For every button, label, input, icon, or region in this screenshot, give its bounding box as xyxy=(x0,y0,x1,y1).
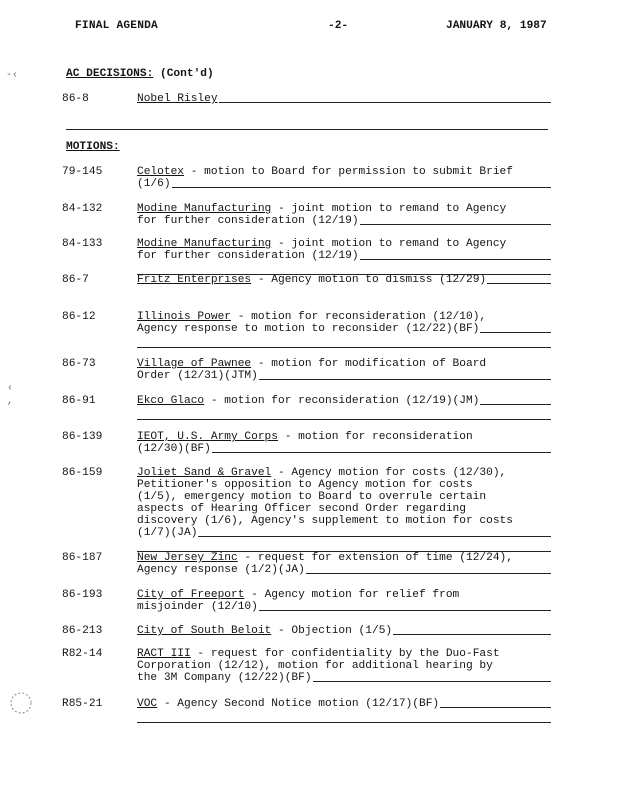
agenda-item xyxy=(137,274,551,286)
fill-line xyxy=(198,527,551,537)
agenda-item-line xyxy=(137,323,551,335)
case-number: 86-73 xyxy=(62,358,96,370)
agenda-item xyxy=(137,238,551,275)
fill-line xyxy=(487,274,551,284)
case-number: 86-91 xyxy=(62,395,96,407)
case-number: 79-145 xyxy=(62,166,103,178)
item-description: - motion for reconsideration (12/19)(JM) xyxy=(204,395,480,407)
agenda-item-line xyxy=(137,491,551,503)
agenda-item-line xyxy=(137,93,551,105)
agenda-item-line xyxy=(137,203,551,215)
case-name: VOC xyxy=(137,698,158,710)
item-description: - motion to Board for permission to submit Brief xyxy=(184,166,513,178)
agenda-item-line xyxy=(137,503,551,515)
item-description: (1/7)(JA) xyxy=(137,527,198,539)
motions-title: MOTIONS: xyxy=(66,141,120,153)
case-name: Village of Pawnee xyxy=(137,358,252,370)
item-description: - motion for modification of Board xyxy=(251,358,487,370)
punch-hole-mark xyxy=(8,690,34,716)
case-name: City of South Beloit xyxy=(137,625,272,637)
item-description: - joint motion to remand to Agency xyxy=(271,238,507,250)
item-description: Petitioner's opposition to Agency motion for costs xyxy=(137,479,473,491)
case-number: 86-193 xyxy=(62,589,103,601)
item-description: for further consideration (12/19) xyxy=(137,250,359,262)
agenda-item xyxy=(137,203,551,227)
case-name: Ekco Glaco xyxy=(137,395,205,407)
case-number: 86-159 xyxy=(62,467,103,479)
case-number: 84-133 xyxy=(62,238,103,250)
case-number: R85-21 xyxy=(62,698,103,710)
motions-heading xyxy=(66,141,120,153)
agenda-item-line xyxy=(137,698,551,710)
item-description: - Objection (1/5) xyxy=(271,625,393,637)
case-name: Fritz Enterprises xyxy=(137,274,252,286)
blank-rule-line xyxy=(137,407,551,420)
agenda-item xyxy=(137,589,551,613)
agenda-item-line xyxy=(137,515,551,527)
item-description: - Agency motion for costs (12/30), xyxy=(271,467,507,479)
fill-line xyxy=(440,698,551,708)
agenda-item-line xyxy=(137,564,551,576)
fill-line xyxy=(259,370,551,380)
page-number: -2- xyxy=(328,20,349,32)
ac-decisions-title: AC DECISIONS: xyxy=(66,68,154,80)
fill-line xyxy=(360,215,551,225)
case-name: IEOT, U.S. Army Corps xyxy=(137,431,278,443)
trailing-rule xyxy=(137,722,541,723)
agenda-item-line xyxy=(137,238,551,250)
agenda-item xyxy=(137,311,551,348)
item-description: - motion for reconsideration (12/10), xyxy=(231,311,487,323)
fill-line xyxy=(212,443,551,453)
item-description: - motion for reconsideration xyxy=(278,431,473,443)
agenda-item-line xyxy=(137,215,551,227)
case-name: Illinois Power xyxy=(137,311,231,323)
item-description: Agency response (1/2)(JA) xyxy=(137,564,305,576)
item-description: - request for extension of time (12/24), xyxy=(237,552,513,564)
case-name: Joliet Sand & Gravel xyxy=(137,467,272,479)
blank-rule-line xyxy=(137,335,551,348)
agenda-item-line xyxy=(137,527,551,539)
margin-mark: , xyxy=(7,396,14,407)
agenda-item xyxy=(137,698,551,723)
agenda-item xyxy=(137,625,551,637)
agenda-item xyxy=(137,552,551,576)
item-description: for further consideration (12/19) xyxy=(137,215,359,227)
agenda-item xyxy=(137,467,551,552)
agenda-item-line xyxy=(137,166,551,178)
agenda-item-line xyxy=(137,625,551,637)
fill-line xyxy=(480,395,551,405)
agenda-item-line xyxy=(137,274,551,286)
agenda-item-line xyxy=(137,443,551,455)
item-description: (1/6) xyxy=(137,178,171,190)
case-name: Modine Manufacturing xyxy=(137,238,272,250)
case-name: RACT III xyxy=(137,648,191,660)
item-description: Corporation (12/12), motion for additional hearing by xyxy=(137,660,493,672)
header-date: JANUARY 8, 1987 xyxy=(446,20,547,32)
item-description: - request for confidentiality by the Duo-Fast xyxy=(190,648,500,660)
item-description: - Agency Second Notice motion (12/17)(BF) xyxy=(157,698,440,710)
case-number: 86-187 xyxy=(62,552,103,564)
agenda-item-line xyxy=(137,601,551,613)
agenda-item-line xyxy=(137,660,551,672)
fill-line xyxy=(306,564,551,574)
case-number: 84-132 xyxy=(62,203,103,215)
agenda-item xyxy=(137,166,551,190)
fill-line xyxy=(172,178,551,188)
item-description: the 3M Company (12/22)(BF) xyxy=(137,672,312,684)
fill-line xyxy=(219,93,551,103)
item-description: misjoinder (12/10) xyxy=(137,601,258,613)
case-number: 86-213 xyxy=(62,625,103,637)
item-description: aspects of Hearing Officer second Order regarding xyxy=(137,503,466,515)
agenda-item-line xyxy=(137,552,551,564)
fill-line xyxy=(313,672,551,682)
agenda-item xyxy=(137,395,551,420)
agenda-item-line xyxy=(137,467,551,479)
fill-line xyxy=(259,601,551,611)
margin-mark: ‹ xyxy=(7,383,14,394)
agenda-item-line xyxy=(137,648,551,660)
item-description: - Agency motion for relief from xyxy=(244,589,460,601)
item-description: Agency response to motion to reconsider (12/22)(BF) xyxy=(137,323,480,335)
section-divider xyxy=(66,129,548,130)
agenda-item-line xyxy=(137,370,551,382)
ac-decisions-suffix: (Cont'd) xyxy=(153,68,214,80)
agenda-item-line xyxy=(137,358,551,370)
fill-line xyxy=(393,625,551,635)
item-description: - Agency motion to dismiss (12/29) xyxy=(251,274,487,286)
item-description: Order (12/31)(JTM) xyxy=(137,370,258,382)
item-description: discovery (1/6), Agency's supplement to motion for costs xyxy=(137,515,513,527)
case-name: Nobel Risley xyxy=(137,93,218,105)
agenda-item-line xyxy=(137,395,551,407)
agenda-item-line xyxy=(137,178,551,190)
margin-mark: -‹ xyxy=(6,70,19,81)
blank-rule-line xyxy=(137,539,551,552)
item-description: (12/30)(BF) xyxy=(137,443,211,455)
item-description: (1/5), emergency motion to Board to overrule certain xyxy=(137,491,487,503)
case-number: 86-7 xyxy=(62,274,89,286)
case-number: 86-12 xyxy=(62,311,96,323)
agenda-item xyxy=(137,358,551,382)
item-description: - joint motion to remand to Agency xyxy=(271,203,507,215)
header-title: FINAL AGENDA xyxy=(75,20,158,32)
case-number: 86-139 xyxy=(62,431,103,443)
agenda-item-line xyxy=(137,311,551,323)
case-name: Modine Manufacturing xyxy=(137,203,272,215)
ac-decisions-heading xyxy=(66,68,214,80)
case-name: Celotex xyxy=(137,166,184,178)
agenda-item xyxy=(137,431,551,455)
agenda-item-line xyxy=(137,589,551,601)
agenda-item-line xyxy=(137,250,551,262)
fill-line xyxy=(360,250,551,260)
agenda-item xyxy=(137,93,551,105)
case-name: New Jersey Zinc xyxy=(137,552,238,564)
agenda-item xyxy=(137,648,551,684)
case-number: 86-8 xyxy=(62,93,89,105)
agenda-item-line xyxy=(137,431,551,443)
agenda-item-line xyxy=(137,479,551,491)
agenda-item-line xyxy=(137,672,551,684)
fill-line xyxy=(480,323,551,333)
case-name: City of Freeport xyxy=(137,589,245,601)
case-number: R82-14 xyxy=(62,648,103,660)
